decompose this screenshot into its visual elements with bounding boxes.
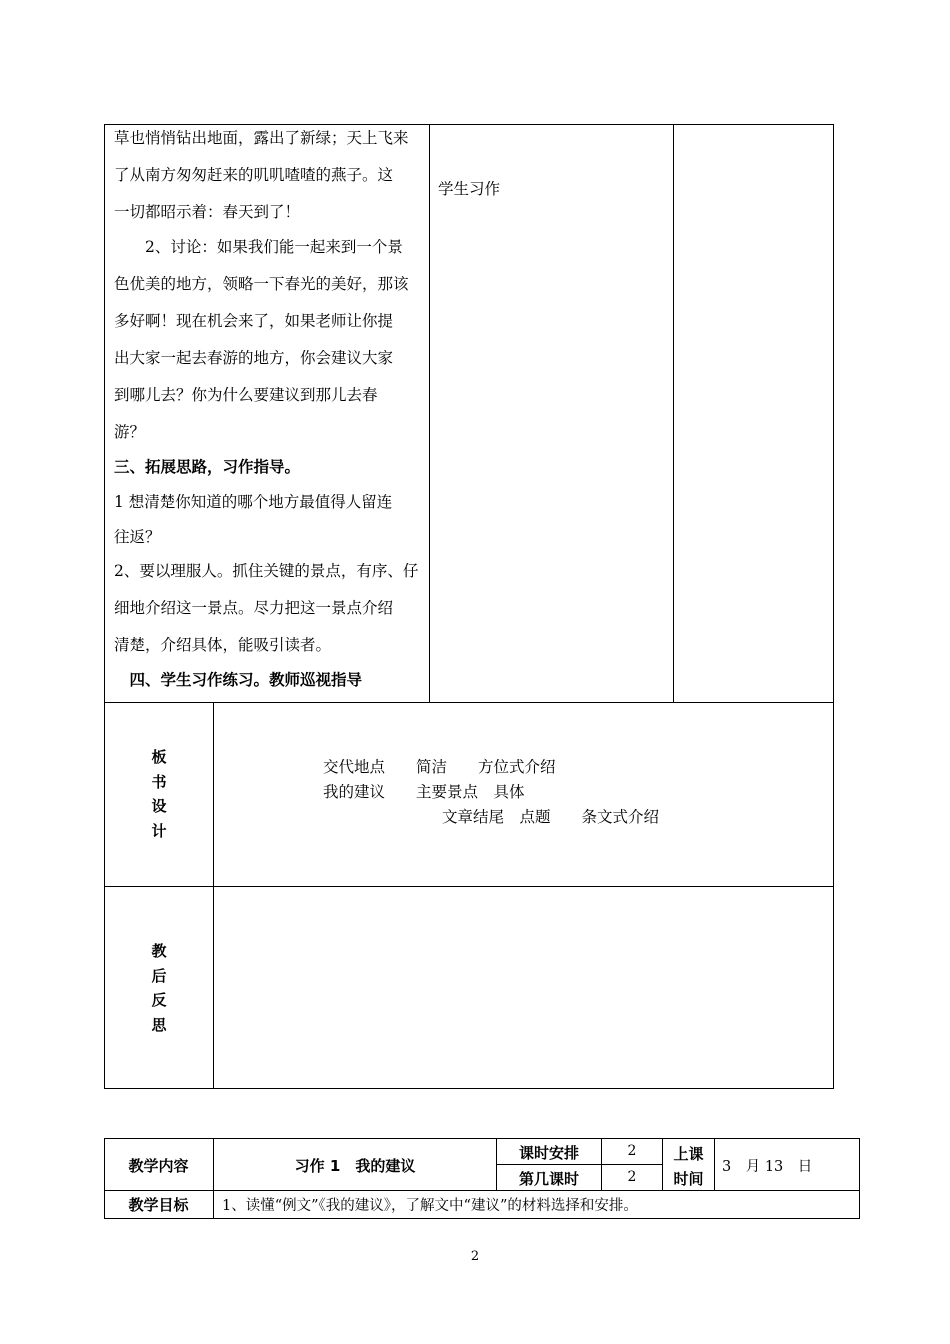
reflection-content bbox=[214, 887, 833, 1088]
column-divider bbox=[673, 124, 674, 703]
process-line: 色优美的地方，领略一下春光的美好，那该 bbox=[114, 275, 409, 293]
process-line: 了从南方匆匆赶来的叽叽喳喳的燕子。这 bbox=[114, 166, 394, 184]
reflection-label: 教 后 反 思 bbox=[151, 942, 167, 1034]
content-value: 习作 1 我的建议 bbox=[294, 1157, 416, 1175]
board-design-label: 板 书 设 计 bbox=[151, 748, 167, 840]
process-line: 1 想清楚你知道的哪个地方最值得人留连 bbox=[114, 493, 393, 511]
table-border-top bbox=[104, 1138, 860, 1139]
content-label: 教学内容 bbox=[128, 1157, 189, 1175]
page-number: 2 bbox=[470, 1249, 480, 1264]
section-heading: 四、学生习作练习。教师巡视指导 bbox=[114, 671, 363, 689]
row-divider bbox=[104, 1190, 860, 1191]
time-label-line: 时间 bbox=[673, 1170, 704, 1188]
column-divider bbox=[213, 1138, 214, 1219]
board-line: 文章结尾 点题 条文式介绍 bbox=[442, 808, 660, 826]
table-border-top bbox=[104, 124, 834, 125]
table-border-right bbox=[833, 124, 834, 1089]
time-label bbox=[663, 1142, 714, 1192]
process-line: 到哪儿去？你为什么要建议到那儿去春 bbox=[114, 386, 378, 404]
process-line: 往返？ bbox=[114, 528, 161, 546]
hours-label: 课时安排 bbox=[518, 1144, 579, 1162]
row-divider bbox=[496, 1164, 663, 1165]
board-line: 交代地点 简洁 方位式介绍 bbox=[323, 758, 556, 776]
period-label: 第几课时 bbox=[518, 1170, 579, 1188]
process-line: 一切都昭示着：春天到了！ bbox=[114, 203, 301, 221]
column-divider bbox=[429, 124, 430, 703]
student-activity-text: 学生习作 bbox=[438, 180, 501, 198]
process-line: 细地介绍这一景点。尽力把这一景点介绍 bbox=[114, 599, 394, 617]
process-line: 2、要以理服人。抓住关键的景点，有序、仔 bbox=[114, 562, 419, 580]
time-label-line: 上课 bbox=[673, 1145, 704, 1163]
process-line: 2、讨论：如果我们能一起来到一个景 bbox=[114, 238, 403, 256]
goal-value: 1、读懂“例文”《我的建议》，了解文中“建议”的材料选择和安排。 bbox=[222, 1198, 638, 1214]
table-border-bottom bbox=[104, 1218, 860, 1219]
process-line: 游？ bbox=[114, 423, 146, 441]
process-line: 清楚，介绍具体，能吸引读者。 bbox=[114, 636, 332, 654]
period-value: 2 bbox=[627, 1169, 637, 1185]
process-line: 多好啊！现在机会来了，如果老师让你提 bbox=[114, 312, 394, 330]
column-divider bbox=[714, 1138, 715, 1191]
process-line: 出大家一起去春游的地方，你会建议大家 bbox=[114, 349, 394, 367]
board-line: 我的建议 主要景点 具体 bbox=[323, 783, 525, 801]
section-heading: 三、拓展思路，习作指导。 bbox=[114, 458, 301, 476]
hours-value: 2 bbox=[627, 1143, 637, 1159]
process-line: 草也悄悄钻出地面，露出了新绿；天上飞来 bbox=[114, 129, 409, 147]
goal-label: 教学目标 bbox=[128, 1196, 189, 1214]
table-border-right bbox=[859, 1138, 860, 1219]
time-value: 3 月 13 日 bbox=[722, 1159, 813, 1175]
